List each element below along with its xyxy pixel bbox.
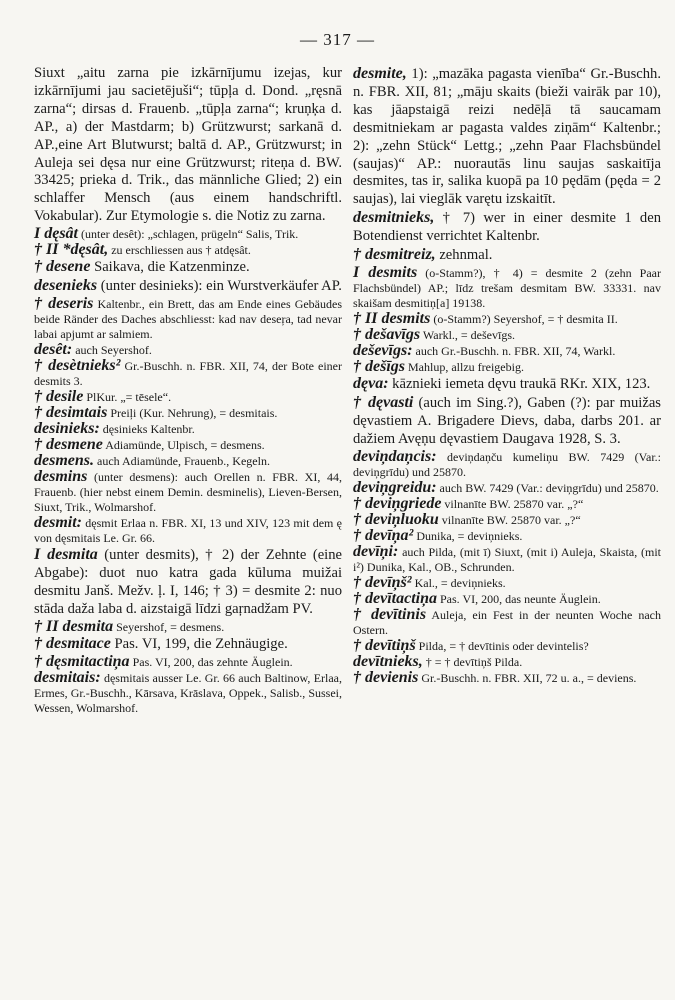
entry-headword: † devītiņš bbox=[353, 636, 416, 654]
entry-text: kāznieki iemeta dęvu traukā RKr. XIX, 123. bbox=[388, 375, 651, 392]
dictionary-entry bbox=[34, 515, 342, 546]
entry-text: (unter desêt): „schlagen, prügeln“ Salis, Trik. bbox=[78, 227, 299, 242]
entry-headword: † II desmita bbox=[34, 617, 114, 635]
dictionary-entry bbox=[353, 607, 661, 638]
entry-text: (unter desmens): auch Orellen n. FBR. XI, 44, Frauenb. (hier nebst einem Demin. desminelis), Lieven-Bersen, Siuxt, Trik., Wolmarshof. bbox=[34, 469, 342, 514]
right-column bbox=[353, 65, 661, 686]
entry-text: (unter desmits), † 2) der Zehnte (eine Abgabe): duot nuo katra gada kūluma muižai desmitu Janš. Mežv. ļ. I, 146; † 3) = desmite 2: nuo stāda daža laba d. aizstaigā līdzi gaŗnadžam PV. bbox=[34, 546, 342, 617]
entry-text: Auleja, ein Fest in der neunten Woche nach Ostern. bbox=[353, 607, 661, 637]
entry-headword: † II *dęsât, bbox=[34, 241, 109, 259]
entry-headword: desêt: bbox=[34, 340, 73, 358]
entry-text: vilnanīte BW. 25870 var. „?“ bbox=[438, 512, 581, 527]
dictionary-entry bbox=[34, 296, 342, 342]
entry-headword: † dęsmitactiņa bbox=[34, 652, 130, 670]
dictionary-entry bbox=[34, 358, 342, 389]
entry-headword: † dešīgs bbox=[353, 357, 405, 375]
dictionary-entry bbox=[34, 389, 342, 405]
left-column bbox=[34, 65, 342, 716]
entry-text: deviņdaņču kumeliņu BW. 7429 (Var.: deviņgrīdu) und 25870. bbox=[353, 449, 661, 479]
entry-text: † = † devītiņš Pilda. bbox=[422, 654, 523, 669]
entry-text: Dunika, = deviņnieks. bbox=[413, 528, 523, 543]
dictionary-entry bbox=[353, 575, 661, 591]
entry-text: Pilda, = † devītinis oder devintelis? bbox=[415, 638, 589, 653]
entry-headword: desmitnieks, bbox=[353, 209, 435, 227]
entry-text: Adiamünde, Ulpisch, = desmens. bbox=[102, 437, 265, 452]
dictionary-entry bbox=[34, 437, 342, 453]
dictionary-entry bbox=[353, 449, 661, 480]
dictionary-entry bbox=[34, 226, 342, 242]
dictionary-entry bbox=[353, 528, 661, 544]
entry-headword: deviņgreidu: bbox=[353, 478, 437, 496]
dictionary-entry bbox=[34, 635, 342, 654]
entry-headword: † devīņa² bbox=[353, 526, 414, 544]
entry-headword: † II desmits bbox=[353, 309, 431, 327]
dictionary-entry bbox=[353, 496, 661, 512]
entry-text: PlKur. „= tēsele“. bbox=[83, 389, 172, 404]
entry-headword: desmit: bbox=[34, 513, 82, 531]
page-number: — 317 — bbox=[300, 30, 375, 49]
entry-text: Pas. VI, 199, die Zehnäugige. bbox=[110, 635, 288, 652]
entry-headword: † desile bbox=[34, 387, 84, 405]
dictionary-entry bbox=[34, 619, 342, 635]
entry-text: auch Pilda, (mit ī) Siuxt, (mit i) Auleja, Skaista, (mit i²) Dunika, Kal., OB., Schrunden. bbox=[353, 544, 661, 574]
dictionary-entry bbox=[353, 591, 661, 607]
entry-headword: † devītinis bbox=[353, 605, 427, 623]
entry-headword: desmitais: bbox=[34, 668, 101, 686]
dictionary-entry bbox=[353, 480, 661, 496]
entry-text: Kal., = deviņnieks. bbox=[411, 575, 506, 590]
entry-headword: † deseris bbox=[34, 294, 94, 312]
entry-headword: I desmits bbox=[353, 263, 418, 281]
entry-headword: I desmita bbox=[34, 545, 98, 563]
entry-headword: desmens. bbox=[34, 451, 94, 469]
entry-text: Mahlup, allzu freigebig. bbox=[405, 359, 524, 374]
dictionary-entry bbox=[353, 512, 661, 528]
entry-text: Gr.-Buschh. n. FBR. XII, 72 u. a., = deviens. bbox=[418, 670, 637, 685]
dictionary-entry bbox=[353, 209, 661, 246]
dictionary-entry bbox=[34, 277, 342, 296]
entry-text: Preiļi (Kur. Nehrung), = desmitais. bbox=[107, 405, 278, 420]
entry-headword: † devienis bbox=[353, 668, 419, 686]
entry-headword: † devītactiņa bbox=[353, 589, 437, 607]
dictionary-entry bbox=[353, 670, 661, 686]
entry-text: (unter desinieks): ein Wurstverkäufer AP. bbox=[97, 278, 342, 295]
dictionary-entry bbox=[34, 242, 342, 258]
entry-headword: desmins bbox=[34, 467, 88, 485]
entry-text: auch Gr.-Buschh. n. FBR. XII, 74, Warkl. bbox=[412, 343, 616, 358]
entry-headword: † deviņgriede bbox=[353, 494, 442, 512]
entry-headword: † desimtais bbox=[34, 403, 108, 421]
dictionary-entry bbox=[353, 638, 661, 654]
entry-text: vilnanīte BW. 25870 var. „?“ bbox=[441, 496, 584, 511]
dictionary-entry bbox=[34, 654, 342, 670]
entry-headword: I dęsât bbox=[34, 225, 78, 243]
dictionary-entry bbox=[353, 654, 661, 670]
dictionary-entry bbox=[353, 65, 661, 209]
entry-headword: deviņdaņcis: bbox=[353, 447, 437, 465]
entry-text: dęsmit Erlaa n. FBR. XI, 13 und XIV, 123 mit dem ę von dęsmitais Le. Gr. 66. bbox=[34, 515, 342, 545]
entry-text: † 7) wer in einer desmite 1 den Botendienst verrichtet Kaltenbr. bbox=[353, 210, 661, 245]
entry-headword: † dešavīgs bbox=[353, 325, 421, 343]
dictionary-entry bbox=[34, 405, 342, 421]
entry-headword: desinieks: bbox=[34, 419, 100, 437]
entry-headword: devītnieks, bbox=[353, 652, 423, 670]
entry-text: (o-Stamm?) Seyershof, = † desmita II. bbox=[430, 311, 618, 326]
dictionary-entry bbox=[34, 453, 342, 469]
entry-headword: † desmitace bbox=[34, 634, 111, 652]
entry-text: (auch im Sing.?), Gaben (?): par muižas dęvastiem A. Brigadere Dievs, daba, darbs 201. ar dažiem Avęņu dęvastiem Daugava 1928, S. 3. bbox=[353, 394, 661, 447]
entry-text: dęsmitais ausser Le. Gr. 66 auch Baltinow, Erlaa, Ermes, Gr.-Buschh., Kārsava, Krāslava, Oppek., Salisb., Sussei, Wessen, Wolmarshof. bbox=[34, 670, 342, 715]
dictionary-entry bbox=[34, 469, 342, 515]
dictionary-entry bbox=[34, 342, 342, 358]
entry-headword: † devīņš² bbox=[353, 573, 412, 591]
dictionary-entry bbox=[34, 421, 342, 437]
entry-text: auch BW. 7429 (Var.: deviņgrīdu) und 25870. bbox=[436, 480, 659, 495]
entry-text: Kaltenbr., ein Brett, das am Ende eines Gebäudes beide Ränder des Daches abschliesst: kad nav deseŗa, tad nevar labai apjumt ar salmiem. bbox=[34, 296, 343, 341]
entry-headword: desenieks bbox=[34, 277, 98, 295]
entry-headword: † desmitreiz, bbox=[353, 246, 436, 264]
entry-text: dęsinieks Kaltenbr. bbox=[99, 421, 195, 436]
dictionary-entry bbox=[353, 265, 661, 311]
entry-text: (o-Stamm?), † 4) = desmite 2 (zehn Paar Flachsbündel) AP.; līdz trešam desmitam BW. 33331. nav skaišam desmitiņ[a] 19138. bbox=[353, 265, 661, 310]
entry-text: auch Adiamünde, Frauenb., Kegeln. bbox=[94, 453, 270, 468]
entry-text: zehnmal. bbox=[435, 247, 493, 264]
entry-text: Gr.-Buschh. n. FBR. XII, 74, der Bote einer desmits 3. bbox=[34, 358, 343, 388]
dictionary-entry bbox=[34, 546, 342, 619]
entry-text: Saikava, die Katzenminze. bbox=[90, 259, 250, 276]
entry-headword: † desmene bbox=[34, 435, 103, 453]
entry-text: Seyershof, = desmens. bbox=[113, 619, 225, 634]
dictionary-entry bbox=[34, 670, 342, 716]
entry-headword: desmite, bbox=[353, 65, 407, 82]
dictionary-entry bbox=[353, 246, 661, 265]
dictionary-entry bbox=[353, 343, 661, 359]
dictionary-entry bbox=[353, 327, 661, 343]
entry-text: Pas. VI, 200, das neunte Äuglein. bbox=[436, 591, 601, 606]
entry-text: auch Seyershof. bbox=[72, 342, 152, 357]
entry-text: zu erschliessen aus † atdęsât. bbox=[108, 243, 251, 258]
dictionary-entry bbox=[353, 544, 661, 575]
entry-text: Pas. VI, 200, das zehnte Äuglein. bbox=[129, 654, 293, 669]
entry-headword: † desètnieks² bbox=[34, 356, 121, 374]
dictionary-entry bbox=[34, 65, 342, 226]
entry-text: 1): „mazāka pagasta vienība“ Gr.-Buschh. n. FBR. XII, 81; „māju skaits (bieži vairāk par 10), kas jāapstaigā reizi nedēļā tā saucamam desmitniekam ar pagasta valdes ziņām“ Kaltenbr.; 2): „zehn Stück“ Lettg.; „zehn Paar Flachsbündel (saujas)“ AP.: nuorautās linu saujas saskaitīja desmites, tas ir, salika kuopā pa 10 pędām (pęda = 2 saujas), lai vieglāk varętu izskaitīt. bbox=[353, 66, 661, 208]
entry-headword: deševīgs: bbox=[353, 341, 413, 359]
entry-headword: † dęvasti bbox=[353, 393, 414, 411]
entry-text: Warkl., = deševīgs. bbox=[420, 327, 516, 342]
dictionary-entry bbox=[353, 375, 661, 394]
dictionary-entry bbox=[353, 394, 661, 449]
dictionary-entry bbox=[353, 359, 661, 375]
entry-text: Siuxt „aitu zarna pie izkārnījumu izejas, kur izkārnījumi jau sacietējuši“; tūpļa d. Dond. „ręsnā zarna“; dirsas d. Frauenb. „tūpļa zarna“; kruņķa d. AP., a) der Mastdarm; b) Grützwurst; sarkanā d. AP.,eine Art Blutwurst; baltā d. AP., Grützwurst; in Auleja sei dęsa nur eine Grützwurst; riteņa d. BW. 33425; prieka d. Trik., das männliche Glied; 2) ein schlaffer Mensch (aus einem handschriftl. Vokabular). Zur Etymologie s. die Notiz zu zarna. bbox=[34, 65, 342, 225]
entry-headword: devīņi: bbox=[353, 542, 399, 560]
dictionary-entry bbox=[353, 311, 661, 327]
entry-headword: dęva: bbox=[353, 374, 389, 392]
entry-headword: † desene bbox=[34, 258, 91, 276]
dictionary-entry bbox=[34, 258, 342, 277]
entry-headword: † deviņluoku bbox=[353, 510, 439, 528]
